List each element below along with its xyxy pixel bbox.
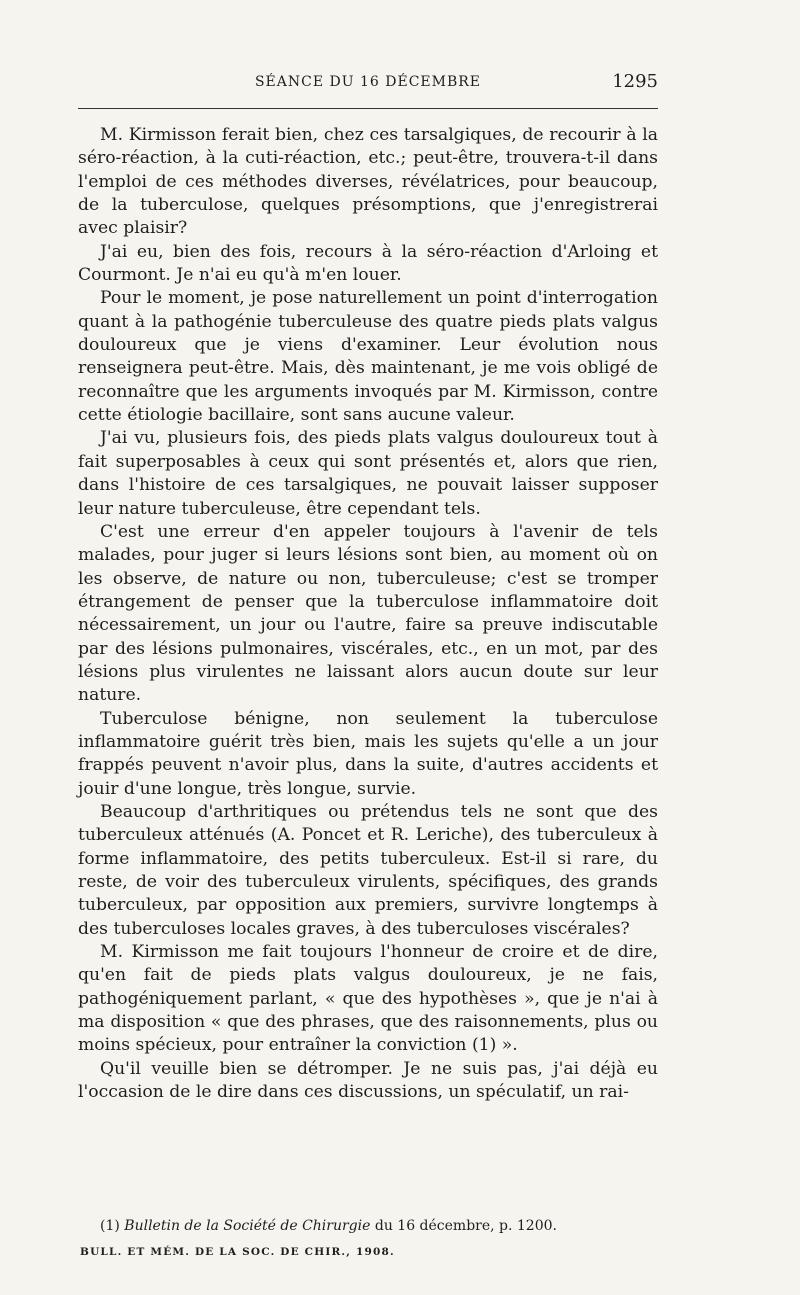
footnote-area <box>78 1218 658 1258</box>
paragraph: Tuberculose bénigne, non seulement la tuberculose inflammatoire guérit très bien, mais les sujets qu'elle a un jour frappés peuvent n'avoir plus, dans la suite, d'autres accidents et jouir d'une longue, très longue, survie. <box>78 708 658 799</box>
paragraph: J'ai vu, plusieurs fois, des pieds plats valgus douloureux tout à fait superposables à ceux qui sont présentés et, alors que rien, dans l'histoire de ces tarsalgiques, ne pouvait laisser supposer leur nature tuberculeuse, être cependant tels. <box>78 428 658 519</box>
paragraph: Qu'il veuille bien se détromper. Je ne suis pas, j'ai déjà eu l'occasion de le dire dans ces discussions, un spéculatif, un rai- <box>78 1058 658 1103</box>
footnote <box>78 1218 658 1234</box>
paragraph: C'est une erreur d'en appeler toujours à l'avenir de tels malades, pour juger si leurs lésions sont bien, au moment où on les observe, de nature ou non, tuberculeuse; c'est se tromper étrangement de penser que la tuberculose inflammatoire doit nécessairement, un jour ou l'autre, faire sa preuve indiscutable par des lésions pulmonaires, viscérales, etc., en un mot, par des lésions plus virulentes ne laissant alors aucun doute sur leur nature. <box>78 521 658 706</box>
paragraph: M. Kirmisson ferait bien, chez ces tarsalgiques, de recourir à la séro-réaction, à la cuti-réaction, etc.; peut-être, trouvera-t-il dans l'emploi de ces méthodes diverses, révélatrices, pour beaucoup, de la tuberculose, quelques présomptions, que j'enregistrerai avec plaisir? <box>78 125 658 239</box>
paragraph: Beaucoup d'arthritiques ou prétendus tels ne sont que des tuberculeux atténués (A. Poncet et R. Leriche), des tuberculeux à forme inflammatoire, des petits tuberculeux. Est-il si rare, du reste, de voir des tuberculeux virulents, spécifiques, des grands tuberculeux, par opposition aux premiers, survivre longtemps à des tuberculoses locales graves, à des tuberculoses viscérales? <box>78 801 658 939</box>
footnote-marker: (1) <box>100 1218 120 1234</box>
paragraph: Pour le moment, je pose naturellement un point d'interrogation quant à la pathogénie tuberculeuse des quatre pieds plats valgus douloureux que je viens d'examiner. Leur évolution nous renseignera peut-être. Mais, dès maintenant, je me vois obligé de reconnaître que les arguments invoqués par M. Kirmisson, contre cette étiologie bacillaire, sont sans aucune valeur. <box>78 288 658 426</box>
signature-line: BULL. ET MÉM. DE LA SOC. DE CHIR., 1908. <box>80 1246 395 1258</box>
header-rule <box>78 108 658 109</box>
running-title: SÉANCE DU 16 DÉCEMBRE <box>254 74 482 90</box>
page-number: 1295 <box>612 71 658 92</box>
paragraph: J'ai eu, bien des fois, recours à la séro-réaction d'Arloing et Courmont. Je n'ai eu qu'à m'en louer. <box>78 241 658 286</box>
body-text <box>78 124 658 1104</box>
footnote-title: Bulletin de la Société de Chirurgie <box>124 1218 371 1234</box>
page-header <box>78 70 658 94</box>
paragraph: M. Kirmisson me fait toujours l'honneur de croire et de dire, qu'en fait de pieds plats valgus douloureux, je ne fais, pathogéniquement parlant, « que des hypothèses », que je n'ai à ma disposition « que des phrases, que des raisonnements, plus ou moins spécieux, pour entraîner la conviction (1) ». <box>78 942 658 1056</box>
footnote-rest: du 16 décembre, p. 1200. <box>370 1218 557 1234</box>
